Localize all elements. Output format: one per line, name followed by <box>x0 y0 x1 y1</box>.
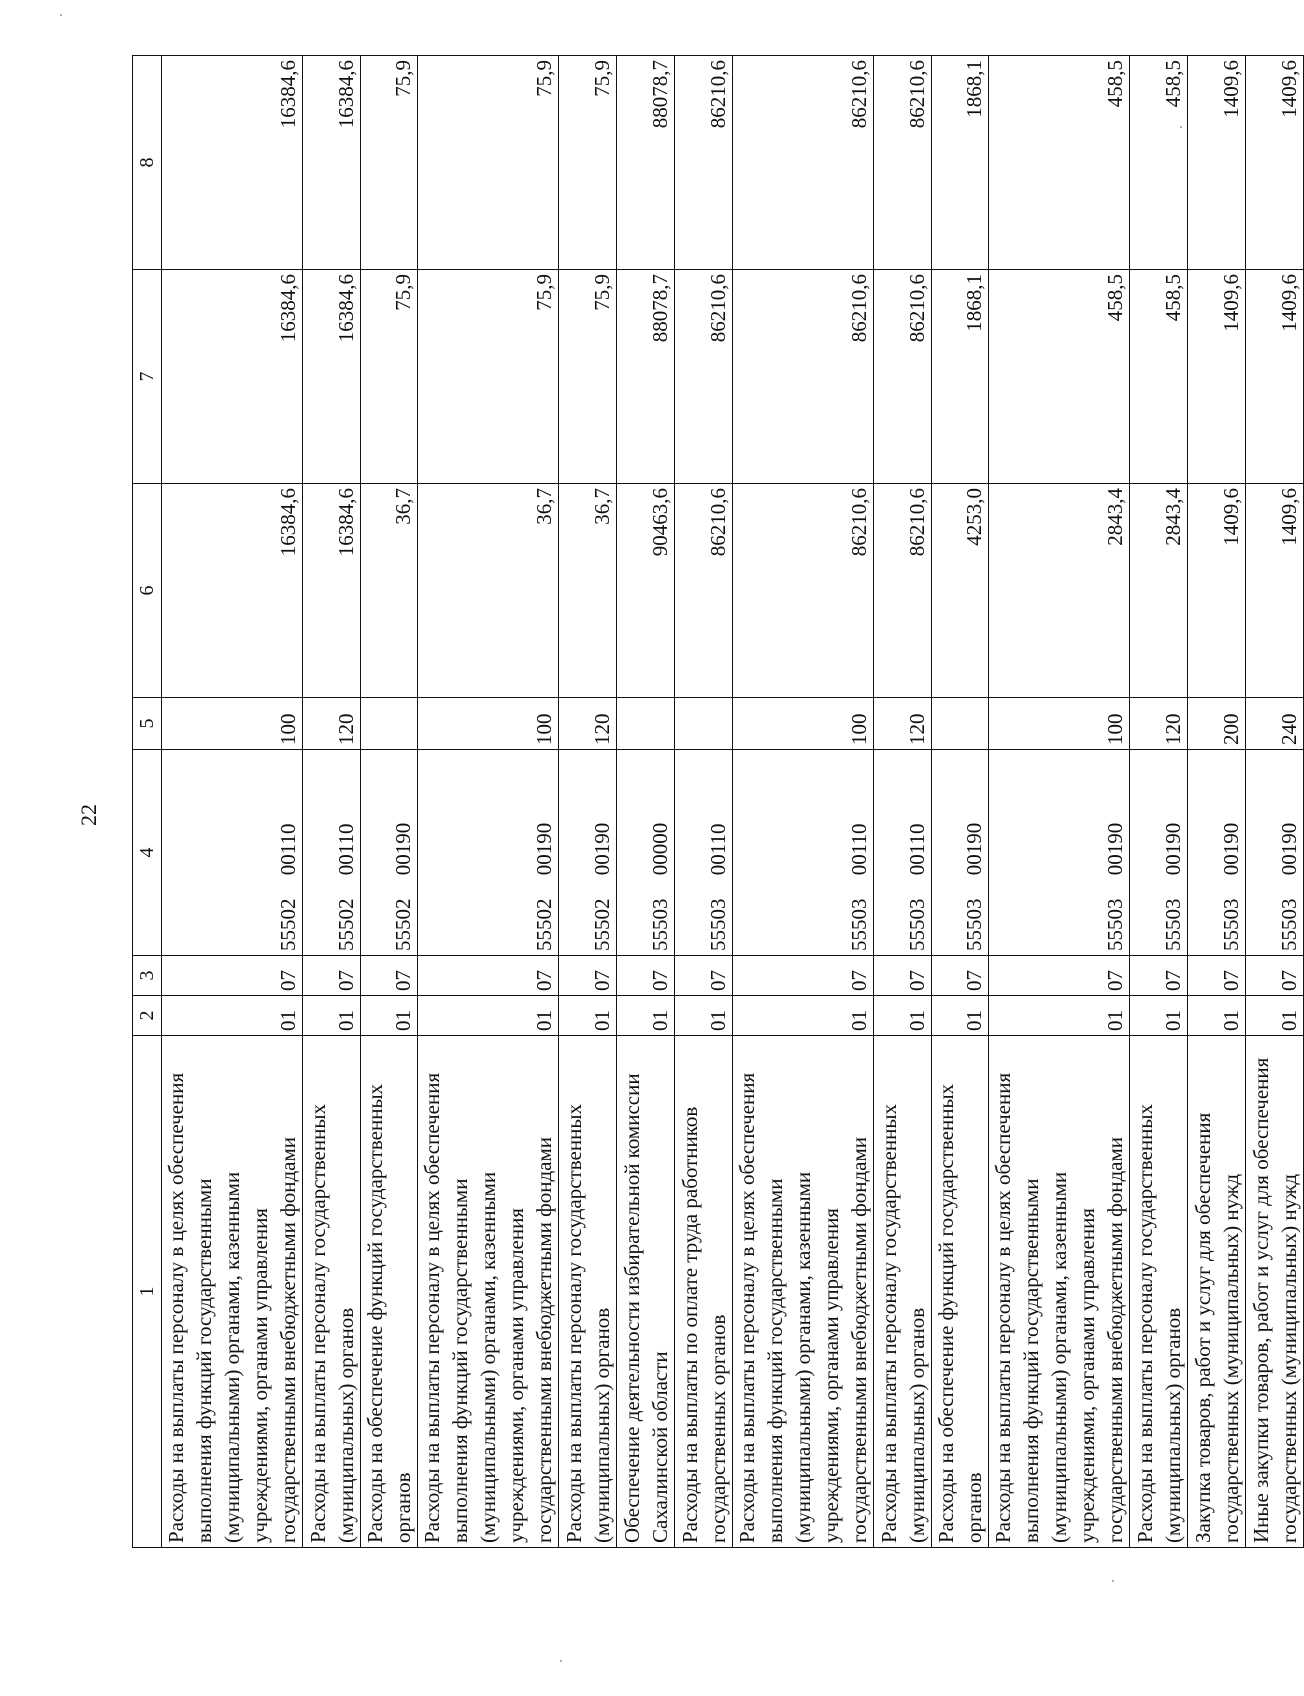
expense-name: Расходы на обеспечение функций государственных органов <box>932 1036 989 1548</box>
header-col-6: 6 <box>133 484 162 698</box>
expense-name: Расходы на обеспечение функций государственных органов <box>361 1036 418 1548</box>
expense-type-code <box>675 698 733 750</box>
expense-type-code: 100 <box>418 698 559 750</box>
expense-name: Расходы на выплаты персоналу государственных (муниципальных) органов <box>303 1036 361 1548</box>
table-row <box>874 56 932 1548</box>
target-article-code: 55502 00110 <box>303 750 361 956</box>
section-code: 01 <box>989 996 1130 1036</box>
subsection-code: 07 <box>1246 956 1304 996</box>
amount-col-6: 86210,6 <box>733 484 874 698</box>
scan-speck <box>1180 126 1182 128</box>
target-article-code: 55503 00190 <box>1188 750 1246 956</box>
amount-col-8: 86210,6 <box>733 56 874 270</box>
header-col-7: 7 <box>133 270 162 484</box>
expense-name: Расходы на выплаты персоналу государственных (муниципальных) органов <box>874 1036 932 1548</box>
target-article-code: 55502 00190 <box>559 750 617 956</box>
section-code: 01 <box>303 996 361 1036</box>
table-row <box>418 56 559 1548</box>
target-article-code: 55503 00110 <box>675 750 733 956</box>
table-row <box>559 56 617 1548</box>
amount-col-8: 16384,6 <box>303 56 361 270</box>
amount-col-7: 458,5 <box>1130 270 1188 484</box>
amount-col-6: 1409,6 <box>1188 484 1246 698</box>
table-row <box>1188 56 1246 1548</box>
budget-table <box>132 55 1304 1548</box>
header-row <box>133 56 162 1548</box>
expense-name: Расходы на выплаты персоналу в целях обеспечения выполнения функций государственными (муниципальными) органами, казенными учреждениями, органами управления государственными внебюджетными фондами <box>733 1036 874 1548</box>
section-code: 01 <box>418 996 559 1036</box>
amount-col-6: 86210,6 <box>874 484 932 698</box>
subsection-code: 07 <box>1130 956 1188 996</box>
amount-col-6: 36,7 <box>361 484 418 698</box>
table-row <box>1130 56 1188 1548</box>
expense-name: Закупка товаров, работ и услуг для обеспечения государственных (муниципальных) нужд <box>1188 1036 1246 1548</box>
section-code: 01 <box>675 996 733 1036</box>
expense-type-code: 100 <box>733 698 874 750</box>
target-article-code: 55503 00110 <box>874 750 932 956</box>
expense-type-code: 120 <box>303 698 361 750</box>
amount-col-8: 86210,6 <box>874 56 932 270</box>
target-article-code: 55503 00110 <box>733 750 874 956</box>
table-row <box>1246 56 1304 1548</box>
expense-type-code: 120 <box>874 698 932 750</box>
expense-type-code: 120 <box>559 698 617 750</box>
amount-col-7: 75,9 <box>559 270 617 484</box>
expense-type-code: 120 <box>1130 698 1188 750</box>
amount-col-6: 36,7 <box>559 484 617 698</box>
target-article-code: 55503 00190 <box>1246 750 1304 956</box>
expense-name: Расходы на выплаты персоналу в целях обеспечения выполнения функций государственными (муниципальными) органами, казенными учреждениями, органами управления государственными внебюджетными фондами <box>418 1036 559 1548</box>
expense-name: Обеспечение деятельности избирательной комиссии Сахалинской области <box>617 1036 675 1548</box>
expense-type-code <box>617 698 675 750</box>
subsection-code: 07 <box>932 956 989 996</box>
amount-col-6: 4253,0 <box>932 484 989 698</box>
amount-col-6: 1409,6 <box>1246 484 1304 698</box>
amount-col-6: 16384,6 <box>162 484 303 698</box>
expense-name: Расходы на выплаты персоналу государственных (муниципальных) органов <box>1130 1036 1188 1548</box>
section-code: 01 <box>733 996 874 1036</box>
amount-col-7: 86210,6 <box>675 270 733 484</box>
subsection-code: 07 <box>617 956 675 996</box>
amount-col-8: 75,9 <box>559 56 617 270</box>
scan-speck <box>1112 1580 1114 1582</box>
table-row <box>675 56 733 1548</box>
target-article-code: 55502 00110 <box>162 750 303 956</box>
expense-name: Расходы на выплаты персоналу государственных (муниципальных) органов <box>559 1036 617 1548</box>
table-row <box>303 56 361 1548</box>
amount-col-6: 86210,6 <box>675 484 733 698</box>
amount-col-8: 1409,6 <box>1246 56 1304 270</box>
section-code: 01 <box>1130 996 1188 1036</box>
amount-col-7: 75,9 <box>361 270 418 484</box>
section-code: 01 <box>617 996 675 1036</box>
header-col-3: 3 <box>133 956 162 996</box>
amount-col-7: 86210,6 <box>733 270 874 484</box>
amount-col-8: 88078,7 <box>617 56 675 270</box>
section-code: 01 <box>932 996 989 1036</box>
table-row <box>932 56 989 1548</box>
target-article-code: 55502 00190 <box>361 750 418 956</box>
amount-col-6: 90463,6 <box>617 484 675 698</box>
expense-name: Расходы на выплаты персоналу в целях обеспечения выполнения функций государственными (муниципальными) органами, казенными учреждениями, органами управления государственными внебюджетными фондами <box>989 1036 1130 1548</box>
subsection-code: 07 <box>418 956 559 996</box>
amount-col-7: 16384,6 <box>162 270 303 484</box>
table-row <box>733 56 874 1548</box>
amount-col-8: 1409,6 <box>1188 56 1246 270</box>
amount-col-6: 2843,4 <box>989 484 1130 698</box>
amount-col-7: 1409,6 <box>1246 270 1304 484</box>
expense-type-code <box>361 698 418 750</box>
amount-col-8: 75,9 <box>418 56 559 270</box>
expense-name: Расходы на выплаты персоналу в целях обеспечения выполнения функций государственными (муниципальными) органами, казенными учреждениями, органами управления государственными внебюджетными фондами <box>162 1036 303 1548</box>
header-col-1: 1 <box>133 1036 162 1548</box>
amount-col-7: 1409,6 <box>1188 270 1246 484</box>
subsection-code: 07 <box>874 956 932 996</box>
section-code: 01 <box>874 996 932 1036</box>
amount-col-7: 1868,1 <box>932 270 989 484</box>
header-col-8: 8 <box>133 56 162 270</box>
section-code: 01 <box>1188 996 1246 1036</box>
target-article-code: 55502 00190 <box>418 750 559 956</box>
subsection-code: 07 <box>733 956 874 996</box>
amount-col-7: 75,9 <box>418 270 559 484</box>
expense-type-code: 240 <box>1246 698 1304 750</box>
scan-speck <box>60 14 62 16</box>
subsection-code: 07 <box>361 956 418 996</box>
target-article-code: 55503 00190 <box>932 750 989 956</box>
amount-col-6: 16384,6 <box>303 484 361 698</box>
amount-col-7: 86210,6 <box>874 270 932 484</box>
subsection-code: 07 <box>989 956 1130 996</box>
subsection-code: 07 <box>303 956 361 996</box>
section-code: 01 <box>1246 996 1304 1036</box>
amount-col-8: 458,5 <box>989 56 1130 270</box>
header-col-5: 5 <box>133 698 162 750</box>
header-col-4: 4 <box>133 750 162 956</box>
table-row <box>989 56 1130 1548</box>
subsection-code: 07 <box>559 956 617 996</box>
amount-col-6: 2843,4 <box>1130 484 1188 698</box>
scan-speck <box>560 1660 562 1662</box>
section-code: 01 <box>361 996 418 1036</box>
expense-name: Иные закупки товаров, работ и услуг для обеспечения государственных (муниципальных) нужд <box>1246 1036 1304 1548</box>
section-code: 01 <box>559 996 617 1036</box>
header-col-2: 2 <box>133 996 162 1036</box>
subsection-code: 07 <box>675 956 733 996</box>
expense-type-code: 100 <box>162 698 303 750</box>
section-code: 01 <box>162 996 303 1036</box>
amount-col-8: 458,5 <box>1130 56 1188 270</box>
expense-name: Расходы на выплаты по оплате труда работников государственных органов <box>675 1036 733 1548</box>
rotated-table-container <box>132 56 1301 1548</box>
amount-col-8: 86210,6 <box>675 56 733 270</box>
target-article-code: 55503 00190 <box>1130 750 1188 956</box>
amount-col-8: 16384,6 <box>162 56 303 270</box>
target-article-code: 55503 00190 <box>989 750 1130 956</box>
target-article-code: 55503 00000 <box>617 750 675 956</box>
expense-type-code: 200 <box>1188 698 1246 750</box>
subsection-code: 07 <box>1188 956 1246 996</box>
expense-type-code <box>932 698 989 750</box>
subsection-code: 07 <box>162 956 303 996</box>
amount-col-7: 458,5 <box>989 270 1130 484</box>
amount-col-6: 36,7 <box>418 484 559 698</box>
table-row <box>361 56 418 1548</box>
amount-col-7: 16384,6 <box>303 270 361 484</box>
table-row <box>617 56 675 1548</box>
amount-col-8: 1868,1 <box>932 56 989 270</box>
amount-col-7: 88078,7 <box>617 270 675 484</box>
expense-type-code: 100 <box>989 698 1130 750</box>
page-number: 22 <box>76 804 101 826</box>
table-row <box>162 56 303 1548</box>
amount-col-8: 75,9 <box>361 56 418 270</box>
